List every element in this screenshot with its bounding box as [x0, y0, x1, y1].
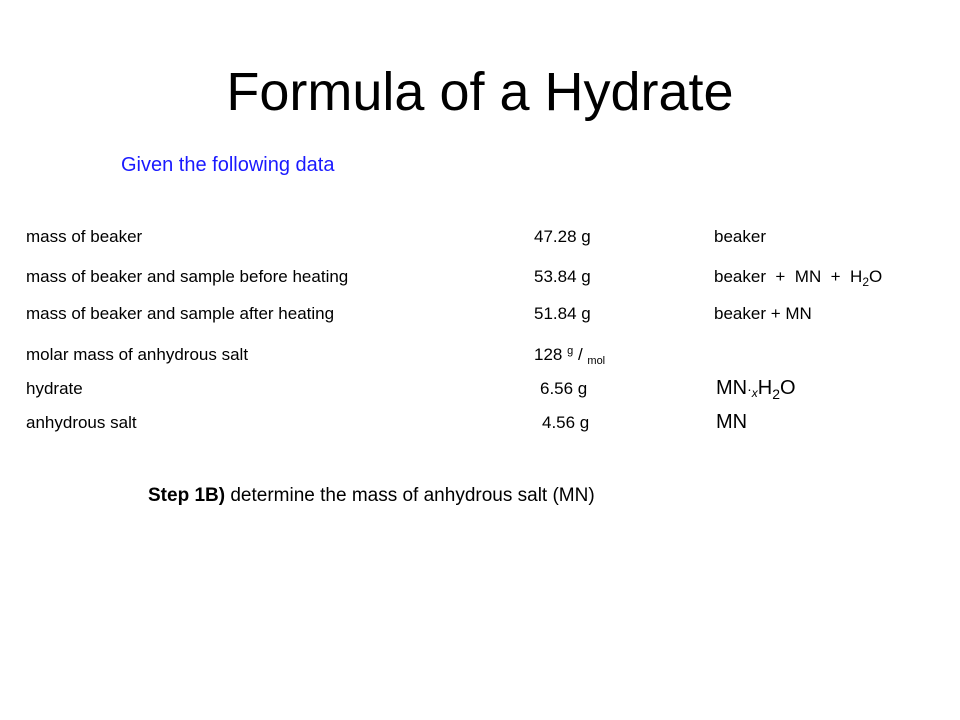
- row-value-hydrate: 6.56 g: [540, 379, 588, 398]
- unit-mol: mol: [587, 355, 606, 367]
- row-label-mass-of-beaker: mass of beaker: [26, 227, 143, 246]
- row-note-beaker-mn: beaker + MN: [714, 304, 812, 323]
- formula-h: H: [757, 377, 773, 399]
- formula-mn: MN: [716, 377, 748, 399]
- molar-mass-number: 128: [534, 345, 563, 364]
- row-label-after-heating: mass of beaker and sample after heating: [26, 304, 335, 323]
- formula-dot: ·: [747, 381, 752, 397]
- formula-x: x: [751, 386, 758, 400]
- row-value-anhydrous-salt: 4.56 g: [542, 413, 590, 432]
- note-suffix: O: [869, 267, 883, 286]
- row-label-anhydrous-salt: anhydrous salt: [26, 413, 137, 432]
- row-formula-hydrate: [716, 376, 796, 402]
- row-label-hydrate: hydrate: [26, 379, 83, 398]
- slide-subtitle: Given the following data: [121, 154, 335, 176]
- unit-slash: /: [573, 345, 588, 364]
- note-prefix: beaker + MN + H: [714, 267, 863, 286]
- row-value-mass-of-beaker: 47.28 g: [534, 227, 591, 246]
- row-label-molar-mass: molar mass of anhydrous salt: [26, 345, 249, 364]
- row-value-before-heating: 53.84 g: [534, 267, 591, 286]
- row-label-before-heating: mass of beaker and sample before heating: [26, 267, 349, 286]
- step-instruction: [148, 484, 595, 508]
- formula-o: O: [780, 377, 796, 399]
- row-value-molar-mass: [534, 344, 605, 368]
- row-note-beaker: beaker: [714, 227, 766, 246]
- slide-title: Formula of a Hydrate: [226, 62, 734, 122]
- row-note-beaker-mn-water: [714, 266, 882, 289]
- step-text: determine the mass of anhydrous salt (MN): [225, 485, 595, 506]
- step-label: Step 1B): [148, 485, 226, 506]
- note-subscript-2: 2: [862, 275, 870, 289]
- unit-grams: g: [567, 345, 574, 357]
- row-value-after-heating: 51.84 g: [534, 304, 591, 323]
- formula-subscript-2: 2: [772, 386, 781, 402]
- row-formula-anhydrous: MN: [716, 411, 748, 433]
